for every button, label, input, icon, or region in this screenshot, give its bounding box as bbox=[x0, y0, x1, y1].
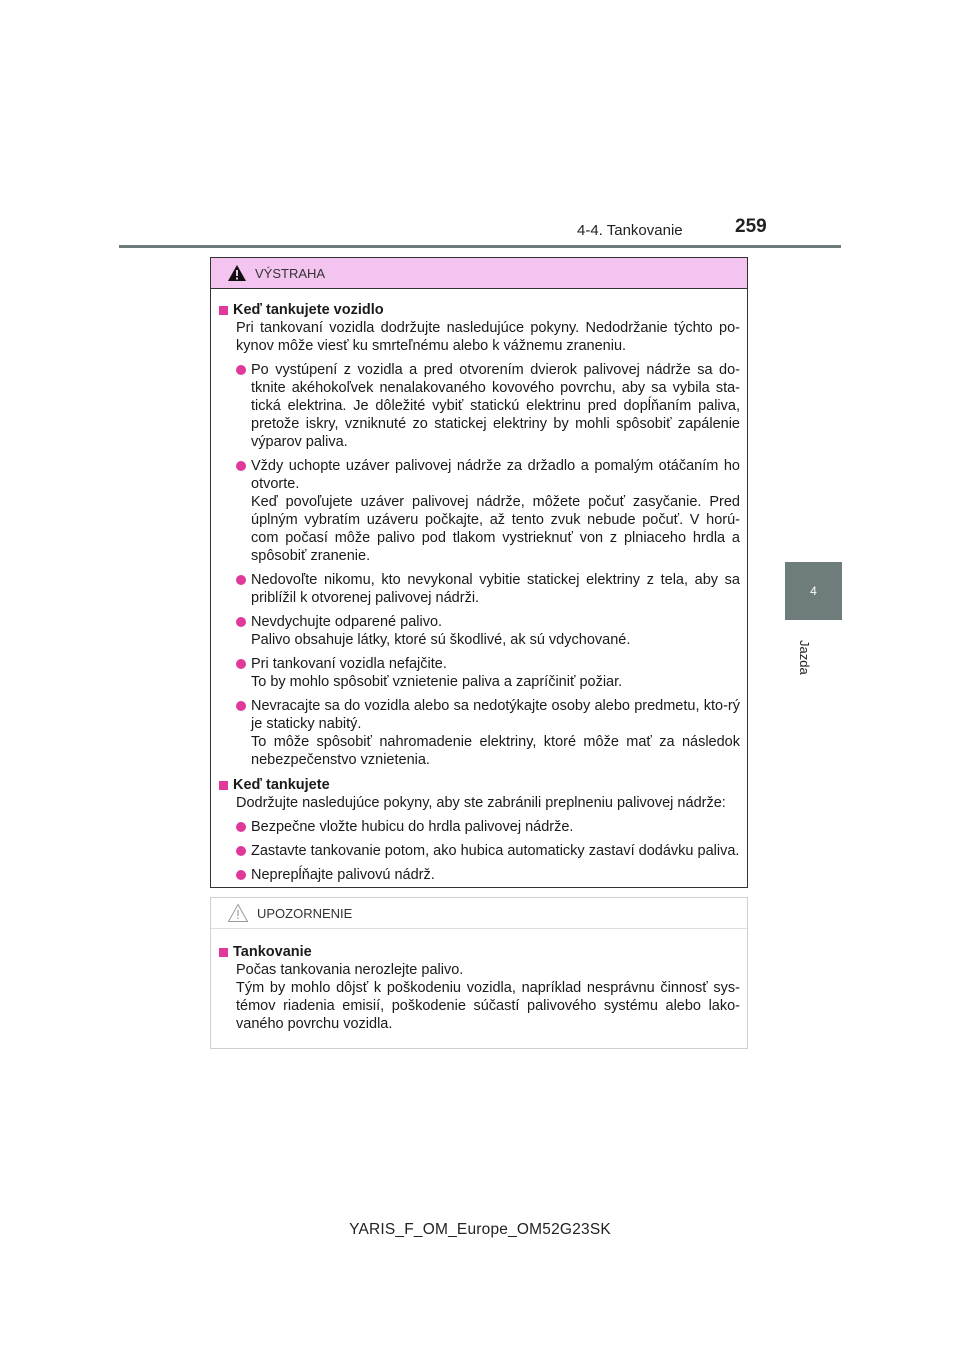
list-item-line: Zastavte tankovanie potom, ako hubica automaticky zastaví dodávku paliva. bbox=[251, 843, 740, 859]
list-item-text bbox=[251, 571, 740, 607]
list-item-text bbox=[251, 697, 740, 769]
list-item-line: Keď povoľujete uzáver palivovej nádrže, môžete počuť zasyčanie. Pred úplným vybratím uzáveru počkajte, až tento zvuk nebude počuť. V horú-com počasí môže palivo pod tlakom vystrieknuť von z plniaceho hrdla a spôsobiť zranenie. bbox=[251, 494, 740, 564]
warning-section-heading bbox=[219, 301, 740, 319]
list-item bbox=[219, 697, 740, 769]
footer-doc-id: YARIS_F_OM_Europe_OM52G23SK bbox=[349, 1221, 611, 1238]
list-item bbox=[219, 866, 740, 884]
list-item-line: To by mohlo spôsobiť vznietenie paliva a zapríčiniť požiar. bbox=[251, 674, 623, 690]
caution-line: Počas tankovania nerozlejte palivo. bbox=[236, 962, 464, 978]
round-bullet-icon bbox=[236, 701, 246, 711]
list-item-line: Pri tankovaní vozidla nefajčite. bbox=[251, 656, 447, 672]
warning-section-heading bbox=[219, 776, 740, 794]
list-item-line: Vždy uchopte uzáver palivovej nádrže za držadlo a pomalým otáčaním ho otvorte. bbox=[251, 458, 740, 492]
caution-triangle-icon bbox=[227, 903, 249, 923]
list-item-text bbox=[251, 457, 740, 565]
page-number: 259 bbox=[735, 216, 767, 237]
list-item-line: Palivo obsahuje látky, ktoré sú škodlivé, ak sú vdychované. bbox=[251, 632, 631, 648]
caution-heading: Tankovanie bbox=[233, 944, 312, 960]
list-item bbox=[219, 818, 740, 836]
caution-line: Tým by mohlo dôjsť k poškodeniu vozidla, napríklad nesprávnu činnosť sys-témov riadenia emisií, poškodenie súčastí palivového systému alebo lako-vaného povrchu vozidla. bbox=[236, 980, 740, 1032]
list-item bbox=[219, 571, 740, 607]
round-bullet-icon bbox=[236, 365, 246, 375]
warning-header bbox=[211, 258, 747, 289]
section-intro: Pri tankovaní vozidla dodržujte nasledujúce pokyny. Nedodržanie týchto po-kynov môže viesť ku smrteľnému alebo k vážnemu zraneniu. bbox=[236, 320, 740, 354]
list-item bbox=[219, 613, 740, 649]
round-bullet-icon bbox=[236, 659, 246, 669]
round-bullet-icon bbox=[236, 575, 246, 585]
section-heading-text: Keď tankujete vozidlo bbox=[233, 302, 384, 318]
list-item bbox=[219, 457, 740, 565]
list-item-text bbox=[251, 842, 740, 860]
caution-section-heading bbox=[219, 943, 740, 961]
section-heading-text: Keď tankujete bbox=[233, 777, 330, 793]
list-item bbox=[219, 361, 740, 451]
warning-box bbox=[210, 257, 748, 888]
warning-body bbox=[211, 289, 747, 884]
list-item-line: Bezpečne vložte hubicu do hrdla palivovej nádrže. bbox=[251, 819, 574, 835]
caution-box bbox=[210, 897, 748, 1049]
header-section-title: 4-4. Tankovanie bbox=[577, 222, 683, 239]
list-item-line: Nedovoľte nikomu, kto nevykonal vybitie statickej elektriny z tela, aby sa priblížil k otvorenej palivovej nádrži. bbox=[251, 572, 740, 606]
list-item-line: Nevracajte sa do vozidla alebo sa nedotýkajte osoby alebo predmetu, kto-rý je staticky nabitý. bbox=[251, 698, 740, 732]
list-item-text bbox=[251, 655, 740, 691]
square-bullet-icon bbox=[219, 306, 228, 315]
caution-title: UPOZORNENIE bbox=[257, 905, 353, 921]
list-item bbox=[219, 655, 740, 691]
list-item-line: To môže spôsobiť nahromadenie elektriny, ktoré môže mať za následok nebezpečenstvo vznietenia. bbox=[251, 734, 740, 768]
round-bullet-icon bbox=[236, 870, 246, 880]
section-intro: Dodržujte nasledujúce pokyny, aby ste zabránili preplneniu palivovej nádrže: bbox=[236, 795, 726, 811]
caution-header bbox=[211, 898, 747, 929]
round-bullet-icon bbox=[236, 461, 246, 471]
square-bullet-icon bbox=[219, 781, 228, 790]
round-bullet-icon bbox=[236, 617, 246, 627]
round-bullet-icon bbox=[236, 822, 246, 832]
list-item-line: Po vystúpení z vozidla a pred otvorením dvierok palivovej nádrže sa do-tknite akéhokoľvek nenalakovaného kovového povrchu, aby sa vybila sta-tická elektrina. Je dôležité vybiť statickú elektrinu pred dopĺňaním paliva, pretože iskry, vzniknuté zo statickej elektriny by mohli spôsobiť zapálenie výparov paliva. bbox=[251, 362, 740, 450]
chapter-tab[interactable] bbox=[785, 562, 842, 620]
warning-triangle-icon bbox=[227, 264, 247, 282]
list-item-text bbox=[251, 361, 740, 451]
list-item-line: Nevdychujte odparené palivo. bbox=[251, 614, 443, 630]
list-item bbox=[219, 842, 740, 860]
list-item-text bbox=[251, 613, 740, 649]
warning-title: VÝSTRAHA bbox=[255, 265, 326, 281]
caution-body bbox=[211, 929, 747, 1033]
list-item-text bbox=[251, 866, 740, 884]
chapter-number: 4 bbox=[810, 584, 817, 598]
header-rule bbox=[119, 245, 841, 248]
chapter-label-text: Jazda bbox=[797, 640, 812, 675]
square-bullet-icon bbox=[219, 948, 228, 957]
list-item-text bbox=[251, 818, 740, 836]
round-bullet-icon bbox=[236, 846, 246, 856]
chapter-label bbox=[790, 640, 840, 680]
list-item-line: Neprepĺňajte palivovú nádrž. bbox=[251, 867, 435, 883]
